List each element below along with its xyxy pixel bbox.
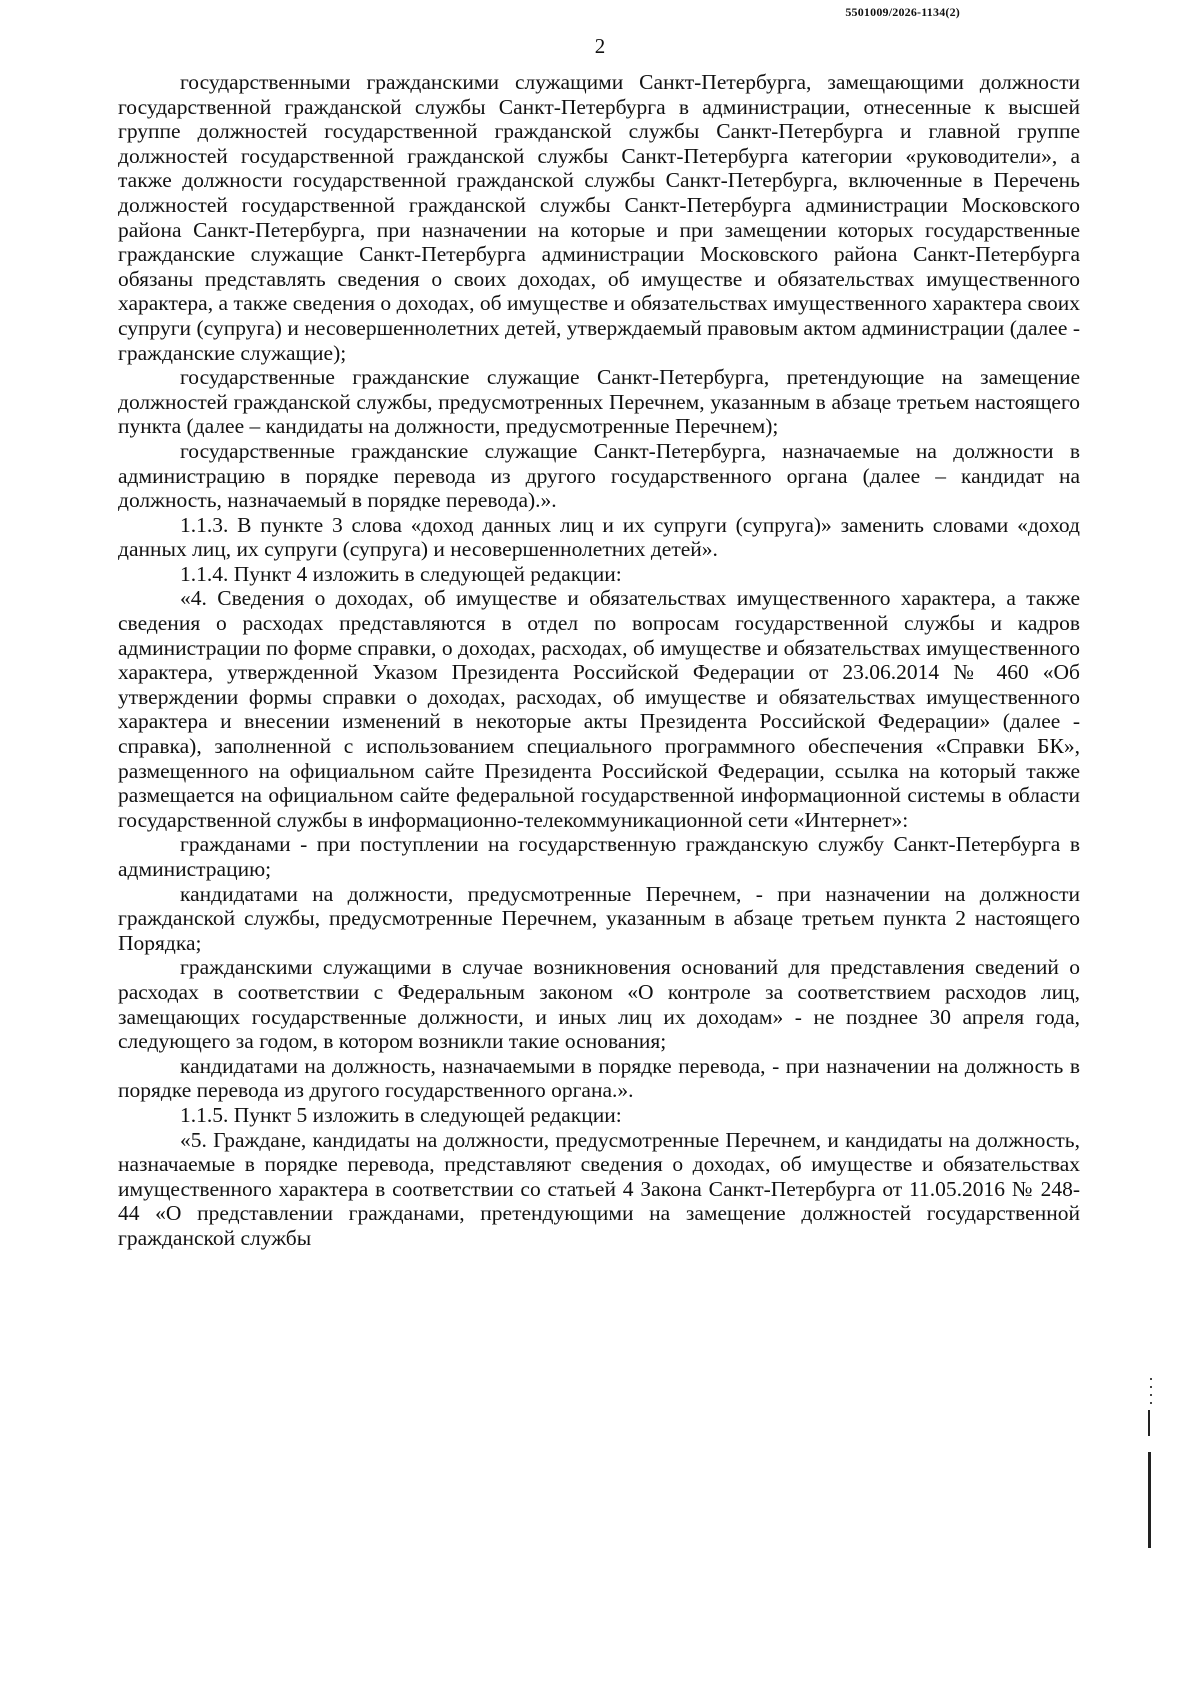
paragraph-transfer-appointees: кандидатами на должность, назначаемыми в порядке перевода, - при назначении на должность в порядке перевода из другого государственного органа.». bbox=[118, 1053, 1080, 1103]
paragraph-1-1-5: 1.1.5. Пункт 5 изложить в следующей редакции: bbox=[180, 1102, 622, 1127]
document-registration-number: 5501009/2026-1134(2) bbox=[845, 5, 960, 19]
margin-scan-line bbox=[1148, 1410, 1150, 1436]
paragraph-1-1-4: 1.1.4. Пункт 4 изложить в следующей редакции: bbox=[180, 561, 622, 586]
paragraph-point-5: «5. Граждане, кандидаты на должности, предусмотренные Перечнем, и кандидаты на должность, назначаемые в порядке перевода, представляют сведения о доходах, об имуществе и обязательствах имущественного характера в соответствии со статьей 4 Закона Санкт-Петербурга от 11.05.2016 № 248-44 «О представлении гражданами, претендующими на замещение должностей государственной гражданской службы bbox=[118, 1127, 1080, 1250]
margin-scan-line bbox=[1148, 1452, 1151, 1548]
margin-scan-mark bbox=[1150, 1378, 1152, 1404]
paragraph-civil-servants-expenses: гражданскими служащими в случае возникновения оснований для представления сведений о расходах в соответствии с Федеральным законом «О контроле за соответствием расходов лиц, замещающих государственные должности, и иных лиц их доходам» - не позднее 30 апреля года, следующего за годом, в котором возникли такие основания; bbox=[118, 955, 1080, 1054]
paragraph-candidates: кандидатами на должности, предусмотренные Перечнем, - при назначении на должности гражданской службы, предусмотренные Перечнем, указанным в абзаце третьем пункта 2 настоящего Порядка; bbox=[118, 881, 1080, 955]
page-number: 2 bbox=[594, 34, 606, 58]
paragraph-citizens: гражданами - при поступлении на государственную гражданскую службу Санкт-Петербурга в администрацию; bbox=[118, 832, 1080, 881]
document-body bbox=[118, 70, 1080, 1251]
paragraph-1-1-3: 1.1.3. В пункте 3 слова «доход данных лиц и их супруги (супруга)» заменить словами «доход данных лиц, их супруги (супруга) и несовершеннолетних детей». bbox=[118, 512, 1080, 562]
paragraph-candidates-list: государственные гражданские служащие Санкт-Петербурга, претендующие на замещение должностей гражданской службы, предусмотренных Перечнем, указанным в абзаце третьем настоящего пункта (далее – кандидаты на должности, предусмотренные Перечнем); bbox=[118, 365, 1080, 439]
paragraph-list-civil-servants: государственными гражданскими служащими Санкт-Петербурга, замещающими должности государственной гражданской службы Санкт-Петербурга в администрации, отнесенные к высшей группе должностей государственной гражданской службы Санкт-Петербурга и главной группе должностей государственной гражданской службы Санкт-Петербурга категории «руководители», а также должности государственной гражданской службы Санкт-Петербурга, включенные в Перечень должностей государственной гражданской службы Санкт-Петербурга администрации Московского района Санкт-Петербурга, при назначении на которые и при замещении которых государственные гражданские служащие Санкт-Петербурга администрации Московского района Санкт-Петербурга обязаны представлять сведения о своих доходах, об имуществе и обязательствах имущественного характера, а также сведения о доходах, об имуществе и обязательствах имущественного характера своих супруги (супруга) и несовершеннолетних детей, утверждаемый правовым актом администрации (далее - гражданские служащие); bbox=[118, 70, 1080, 365]
paragraph-transfer-candidates: государственные гражданские служащие Санкт-Петербурга, назначаемые на должности в администрацию в порядке перевода из другого государственного органа (далее – кандидат на должность, назначаемый в порядке перевода).». bbox=[118, 438, 1080, 513]
paragraph-point-4: «4. Сведения о доходах, об имуществе и обязательствах имущественного характера, а также сведения о расходах представляются в отдел по вопросам государственной службы и кадров администрации по форме справки, о доходах, расходах, об имуществе и обязательствах имущественного характера, утвержденной Указом Президента Российской Федерации от 23.06.2014 № 460 «Об утверждении формы справки о доходах, расходах, об имуществе и обязательствах имущественного характера и внесении изменений в некоторые акты Президента Российской Федерации» (далее - справка), заполненной с использованием специального программного обеспечения «Справки БК», размещенного на официальном сайте Президента Российской Федерации, ссылка на который также размещается на официальном сайте федеральной государственной информационной системы в области государственной службы в информационно-телекоммуникационной сети «Интернет»: bbox=[118, 586, 1080, 832]
